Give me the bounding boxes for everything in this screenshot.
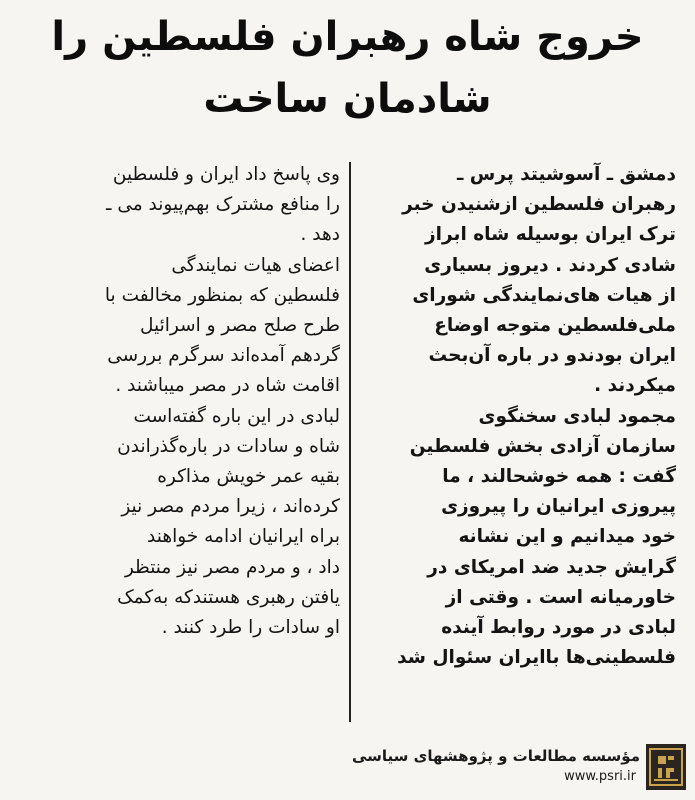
- publisher-name: مؤسسه مطالعات و پژوهشهای سیاسی: [351, 747, 640, 765]
- right-column-line: رهبران فلسطین ازشنیدن خبر: [402, 194, 676, 216]
- right-column-line: ترک ایران بوسیله شاه ابراز: [425, 224, 676, 246]
- right-column-line: گفت : همه خوشحالند ، ما: [442, 466, 676, 488]
- left-column-line: کرده‌اند ، زیرا مردم مصر نیز: [121, 496, 340, 518]
- right-column-line: مجمود لبادی سخنگوی: [478, 405, 676, 427]
- left-column-line: دهد .: [300, 224, 340, 246]
- right-column-line: خاورمیانه است . وقتی از: [445, 586, 676, 608]
- left-column-line: وی پاسخ داد ایران و فلسطین: [112, 164, 340, 185]
- publisher-url: www.psri.ir: [564, 769, 636, 784]
- right-column-line: ایران بودندو در باره آن‌بحث: [428, 345, 676, 367]
- left-column-line: بقیه عمر خویش مذاکره: [157, 466, 340, 488]
- left-column-line: اعضای هیات نمایندگی: [171, 254, 340, 276]
- left-column-line: او سادات را طرد کنند .: [161, 617, 340, 639]
- column-divider: [349, 162, 351, 722]
- left-column-line: طرح صلح مصر و اسرائیل: [140, 315, 340, 337]
- right-column-line: گرایش جدید ضد امریکای در: [427, 556, 676, 578]
- headline-line-2: شادمان ساخت: [203, 76, 492, 122]
- article-column-left: [30, 160, 340, 643]
- left-column-line: لبادی در این باره گفته‌است: [133, 405, 340, 427]
- right-column-line: شادی کردند . دیروز بسیاری: [424, 254, 676, 276]
- right-column-line: دمشق ـ آسوشیتد پرس ـ: [457, 164, 676, 185]
- article-column-right: [358, 160, 676, 673]
- publisher-watermark: [351, 745, 640, 791]
- right-column-line: لبادی در مورد روابط آینده: [441, 617, 676, 639]
- left-column-line: شاه و سادات در باره‌گذراندن: [117, 435, 340, 457]
- right-column-line: سازمان آزادی بخش فلسطین: [409, 435, 676, 457]
- right-column-line: خود میدانیم و این نشانه: [458, 526, 676, 548]
- psri-logo-icon: [646, 744, 686, 790]
- left-column-line: یافتن رهبری هستندکه به‌کمک: [117, 586, 340, 608]
- right-column-line: ملی‌فلسطین متوجه اوضاع: [434, 315, 676, 337]
- right-column-line: فلسطینی‌ها باایران سئوال شد: [397, 647, 676, 669]
- right-column-line: از هیات های‌نمایندگی شورای: [412, 284, 676, 306]
- left-column-line: براه ایرانیان ادامه خواهند: [147, 526, 340, 548]
- right-column-line: میکردند .: [594, 375, 676, 397]
- left-column-line: داد ، و مردم مصر نیز منتظر: [124, 556, 340, 578]
- left-column-line: را منافع مشترک بهم‌پیوند می ـ: [106, 194, 340, 216]
- right-column-line: پیروزی ایرانیان را پیروزی: [441, 496, 676, 518]
- left-column-line: فلسطین که بمنظور مخالفت با: [104, 284, 340, 306]
- headline: [8, 6, 687, 130]
- left-column-line: گردهم آمده‌اند سرگرم بررسی: [107, 345, 340, 367]
- headline-line-1: خروج شاه رهبران فلسطین را: [51, 14, 644, 60]
- left-column-line: اقامت شاه در مصر میباشند .: [115, 375, 340, 397]
